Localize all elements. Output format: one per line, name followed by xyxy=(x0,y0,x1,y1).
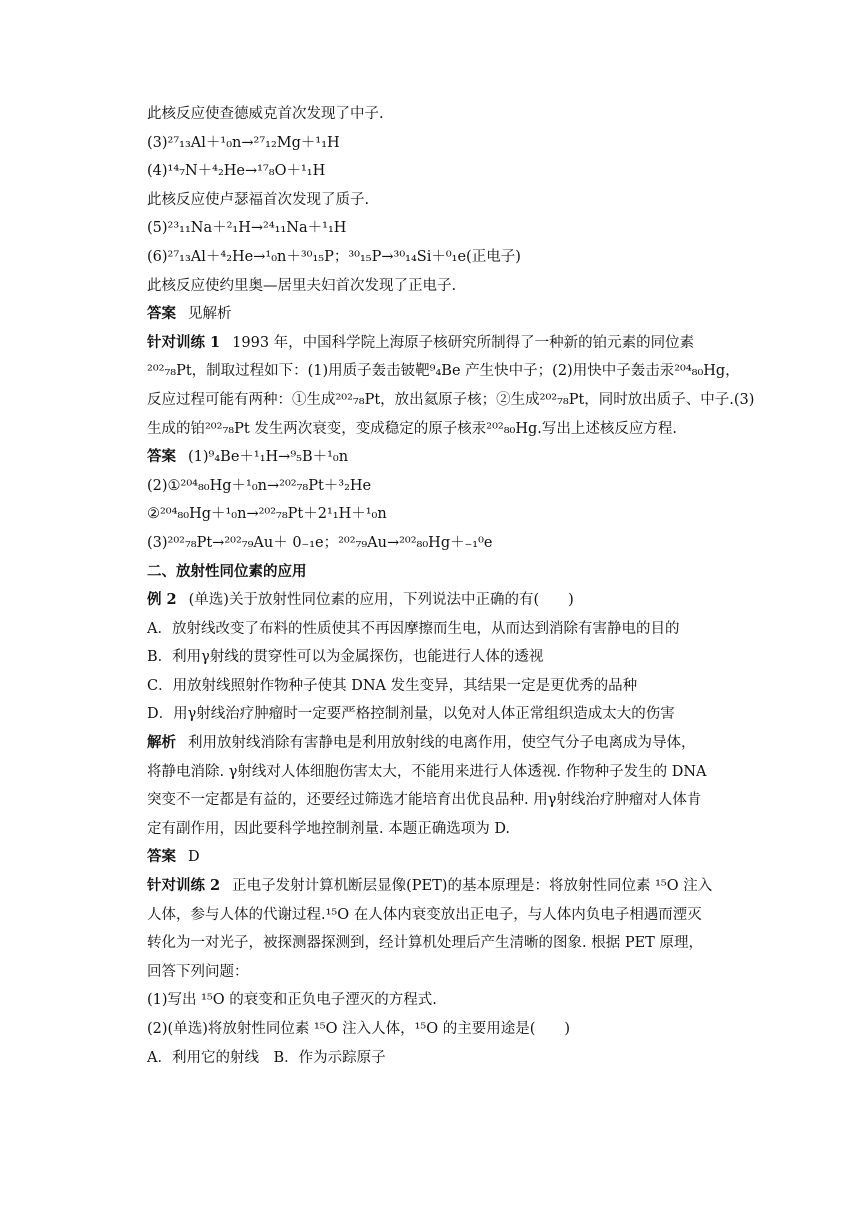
text-line xyxy=(147,586,747,615)
line-text: 转化为一对光子，被探测器探测到，经计算机处理后产生清晰的图象. 根据 PET 原理， xyxy=(147,935,703,952)
text-line xyxy=(147,643,747,672)
text-line xyxy=(147,357,747,386)
line-text: (1)⁹₄Be＋¹₁H→⁹₅B＋¹₀n xyxy=(188,449,349,466)
line-text: 定有副作用，因此要科学地控制剂量. 本题正确选项为 D. xyxy=(147,820,511,837)
line-text: 正电子发射计算机断层显像(PET)的基本原理是：将放射性同位素 ¹⁵O 注入 xyxy=(232,878,713,895)
line-text: (6)²⁷₁₃Al＋⁴₂He→¹₀n＋³⁰₁₅P；³⁰₁₅P→³⁰₁₄Si＋⁰₁e(正电子) xyxy=(147,248,521,265)
line-label: 二、放射性同位素的应用 xyxy=(147,562,307,580)
line-text: 回答下列问题： xyxy=(147,963,249,980)
text-line xyxy=(147,672,747,701)
text-line xyxy=(147,186,747,215)
text-line xyxy=(147,214,747,243)
text-line xyxy=(147,986,747,1015)
text-line xyxy=(147,272,747,301)
text-line xyxy=(147,529,747,558)
text-line xyxy=(147,443,747,472)
line-text: 此核反应使查德威克首次发现了中子. xyxy=(147,106,384,122)
line-text: D xyxy=(188,849,200,866)
line-text: A．利用它的射线 B．作为示踪原子 xyxy=(147,1049,386,1066)
text-line xyxy=(147,700,747,729)
text-line xyxy=(147,1044,747,1073)
line-label: 针对训练 2 xyxy=(147,877,221,895)
line-text: 利用放射线消除有害静电是利用放射线的电离作用，使空气分子电离成为导体， xyxy=(188,735,696,752)
line-text: (5)²³₁₁Na＋²₁H→²⁴₁₁Na＋¹₁H xyxy=(147,220,347,237)
line-text: 生成的铂²⁰²₇₈Pt 发生两次衰变，变成稳定的原子核汞²⁰²₈₀Hg.写出上述核反应方程. xyxy=(147,420,677,437)
text-line xyxy=(147,300,747,329)
line-label: 答案 xyxy=(147,305,176,323)
text-line xyxy=(147,415,747,444)
text-line xyxy=(147,386,755,415)
line-text: (1)写出 ¹⁵O 的衰变和正负电子湮灭的方程式. xyxy=(147,992,437,1009)
text-line xyxy=(147,1015,747,1044)
line-text: 人体，参与人体的代谢过程.¹⁵O 在人体内衰变放出正电子，与人体内负电子相遇而湮灭 xyxy=(147,906,702,923)
line-text: B．利用γ射线的贯穿性可以为金属探伤，也能进行人体的透视 xyxy=(147,649,544,666)
line-text: (单选)关于放射性同位素的应用，下列说法中正确的有( ) xyxy=(188,592,574,609)
text-line xyxy=(147,958,747,987)
text-line xyxy=(147,815,747,844)
line-text: 突变不一定都是有益的，还要经过筛选才能培育出优良品种. 用γ射线治疗肿瘤对人体肯 xyxy=(147,792,702,809)
text-line xyxy=(147,129,747,158)
text-line xyxy=(147,929,747,958)
line-label: 解析 xyxy=(147,734,176,752)
line-text: (2)(单选)将放射性同位素 ¹⁵O 注入人体，¹⁵O 的主要用途是( ) xyxy=(147,1021,571,1037)
document-page xyxy=(147,100,755,1072)
line-text: 此核反应使卢瑟福首次发现了质子. xyxy=(147,191,370,208)
line-label: 答案 xyxy=(147,448,176,466)
text-line xyxy=(147,100,747,129)
text-line xyxy=(147,786,747,815)
line-text: A．放射线改变了布料的性质使其不再因摩擦而生电，从而达到消除有害静电的目的 xyxy=(147,620,680,637)
line-text: C．用放射线照射作物种子使其 DNA 发生变异，其结果一定是更优秀的品种 xyxy=(147,677,638,694)
line-text: D．用γ射线治疗肿瘤时一定要严格控制剂量，以免对人体正常组织造成太大的伤害 xyxy=(147,706,675,723)
line-text: 反应过程可能有两种：①生成²⁰²₇₈Pt，放出氦原子核；②生成²⁰²₇₈Pt，同时放出质子、中子.(3) xyxy=(147,391,755,408)
line-text: (4)¹⁴₇N＋⁴₂He→¹⁷₈O＋¹₁H xyxy=(147,163,326,180)
line-text: ²⁰²₇₈Pt，制取过程如下：(1)用质子轰击铍靶⁹₄Be 产生快中子；(2)用快中子轰击汞²⁰⁴₈₀Hg， xyxy=(147,363,740,380)
line-text: (3)²⁰²₇₈Pt→²⁰²₇₉Au＋ 0₋₁e；²⁰²₇₉Au→²⁰²₈₀Hg＋₋₁⁰e xyxy=(147,534,493,551)
line-label: 例 2 xyxy=(147,591,177,609)
line-text: 1993 年，中国科学院上海原子核研究所制得了一种新的铂元素的同位素 xyxy=(232,334,695,351)
text-line xyxy=(147,843,747,872)
text-line xyxy=(147,243,747,272)
text-line xyxy=(147,729,747,758)
line-text: 此核反应使约里奥—居里夫妇首次发现了正电子. xyxy=(147,277,457,294)
text-line xyxy=(147,157,747,186)
line-text: ②²⁰⁴₈₀Hg＋¹₀n→²⁰²₇₈Pt＋2¹₁H＋¹₀n xyxy=(147,506,387,523)
line-text: (3)²⁷₁₃Al＋¹₀n→²⁷₁₂Mg＋¹₁H xyxy=(147,134,340,151)
text-line xyxy=(147,872,747,901)
text-line xyxy=(147,472,747,501)
line-text: 将静电消除. γ射线对人体细胞伤害太大，不能用来进行人体透视. 作物种子发生的 DNA xyxy=(147,763,707,780)
line-label: 答案 xyxy=(147,848,176,866)
line-text: 见解析 xyxy=(188,306,232,323)
text-line xyxy=(147,500,747,529)
text-line xyxy=(147,329,747,358)
text-line xyxy=(147,558,747,587)
text-line xyxy=(147,901,747,930)
text-line xyxy=(147,615,747,644)
line-text: (2)①²⁰⁴₈₀Hg＋¹₀n→²⁰²₇₈Pt＋³₂He xyxy=(147,477,372,494)
text-line xyxy=(147,758,747,787)
line-label: 针对训练 1 xyxy=(147,333,221,351)
